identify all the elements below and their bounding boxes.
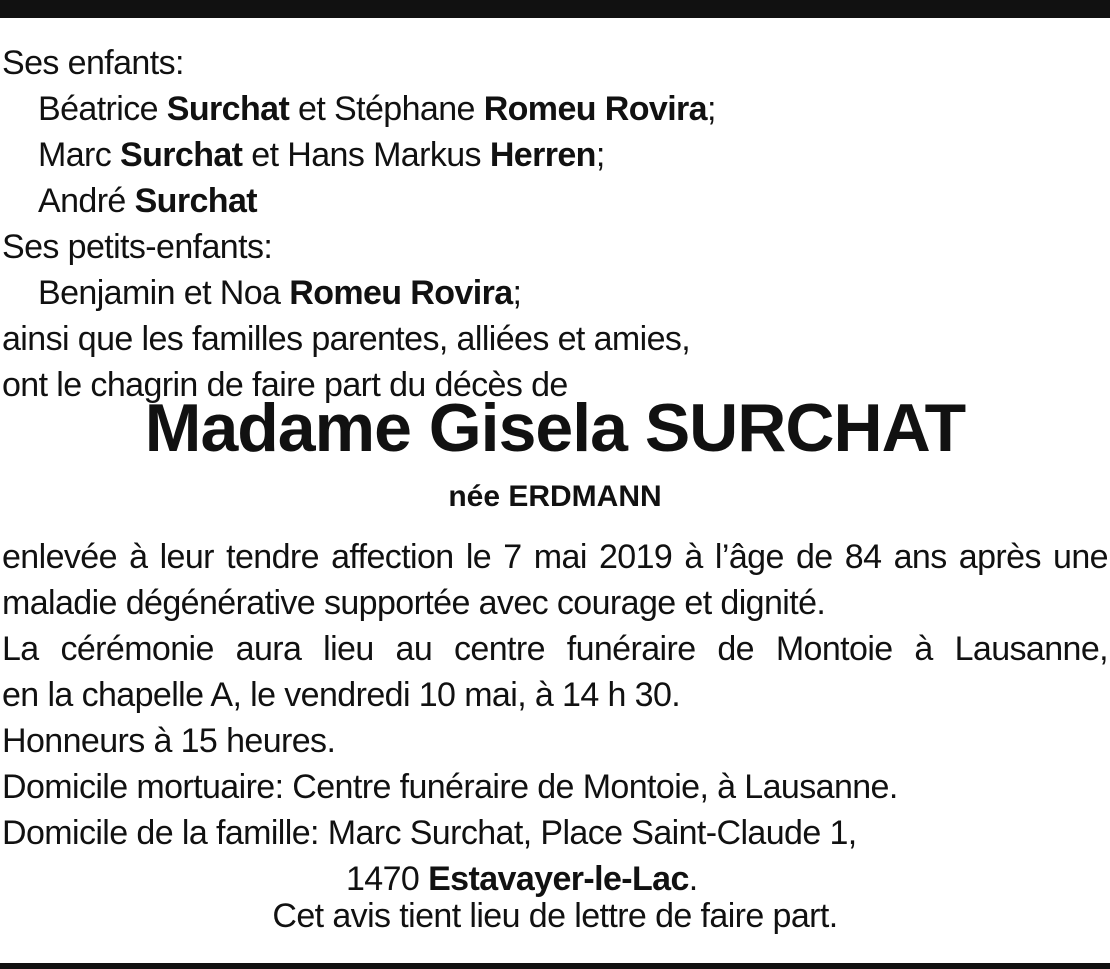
family-section <box>2 40 1108 408</box>
partner-link: et Stéphane <box>298 90 475 128</box>
child-line-1 <box>2 86 1108 132</box>
child-line-3 <box>2 178 1108 224</box>
first-name: Béatrice <box>38 90 158 128</box>
family-address-line-1: Domicile de la famille: Marc Surchat, Place Saint-Claude 1, <box>2 814 857 852</box>
last-name: Surchat <box>166 90 290 128</box>
last-name: Romeu Rovira <box>289 274 513 312</box>
punctuation: . <box>688 860 698 898</box>
first-name: Marc <box>38 136 112 174</box>
notice-body <box>2 534 1108 902</box>
ceremony-line-1: La cérémonie aura lieu au centre funéraire de Montoie à Lausanne, <box>2 630 1108 668</box>
partner-last-name: Romeu Rovira <box>483 90 707 128</box>
last-name: Surchat <box>134 182 257 220</box>
city: Estavayer-le-Lac <box>428 860 689 898</box>
mortuary-line: Domicile mortuaire: Centre funéraire de Montoie, à Lausanne. <box>2 768 898 806</box>
relatives-line: ainsi que les familles parentes, alliées et amies, <box>2 320 691 358</box>
first-names: Benjamin et Noa <box>38 274 281 312</box>
deceased-name: Madame Gisela SURCHAT <box>144 390 966 466</box>
top-rule <box>0 0 1110 18</box>
children-heading: Ses enfants: <box>2 44 184 82</box>
child-line-2 <box>2 132 1108 178</box>
punctuation: ; <box>595 136 605 174</box>
ceremony-line-2: en la chapelle A, le vendredi 10 mai, à 14 h 30. <box>2 676 681 714</box>
grandchildren-line <box>2 270 1108 316</box>
last-name: Surchat <box>120 136 243 174</box>
punctuation: ; <box>706 90 716 128</box>
partner-link: et Hans Markus <box>251 136 481 174</box>
partner-last-name: Herren <box>489 136 596 174</box>
punctuation: ; <box>512 274 522 312</box>
bottom-rule <box>0 963 1110 969</box>
maiden-name: née ERDMANN <box>448 480 662 513</box>
announcement-line: ont le chagrin de faire part du décès de <box>2 366 568 404</box>
death-line-2: maladie dégénérative supportée avec courage et dignité. <box>2 584 826 622</box>
death-line-1: enlevée à leur tendre affection le 7 mai 2019 à l’âge de 84 ans après une <box>2 538 1108 576</box>
grandchildren-heading: Ses petits-enfants: <box>2 228 273 266</box>
postal-code: 1470 <box>346 860 420 898</box>
first-name: André <box>38 182 126 220</box>
honors-line: Honneurs à 15 heures. <box>2 722 336 760</box>
closing-line: Cet avis tient lieu de lettre de faire part. <box>272 897 838 935</box>
